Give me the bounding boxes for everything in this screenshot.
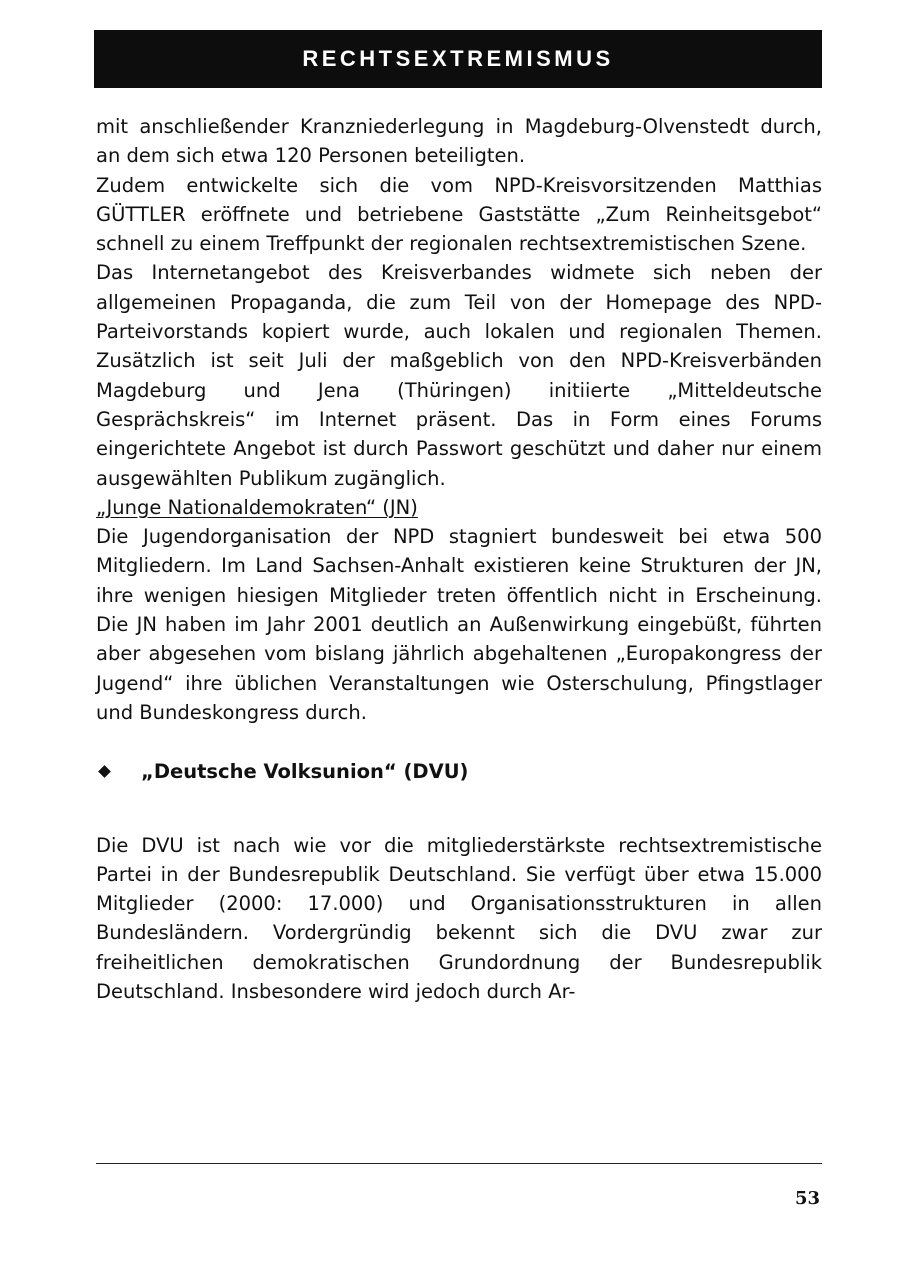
section-heading-dvu-row	[96, 757, 822, 786]
running-header	[94, 30, 822, 88]
paragraph-jn: Die Jugendorganisation der NPD stagniert bundesweit bei etwa 500 Mitgliedern. Im Land Sachsen-Anhalt existieren keine Strukturen der JN, ihre wenigen hiesigen Mitglieder treten öffentlich nicht in Erscheinung. Die JN haben im Jahr 2001 deutlich an Außenwirkung eingebüßt, führten aber abgesehen vom bislang jährlich abgehaltenen „Europakongress der Jugend“ ihre üblichen Veranstaltungen wie Osterschulung, Pfingstlager und Bundeskongress durch.	[96, 525, 822, 724]
section-heading-dvu: „Deutsche Volksunion“ (DVU)	[141, 760, 469, 784]
paragraph-gaststaette: Zudem entwickelte sich die vom NPD-Kreisvorsitzenden Matthias GÜTTLER eröffnete und betriebene Gaststätte „Zum Reinheitsgebot“ schnell zu einem Treffpunkt der regionalen rechtsextremistischen Szene.	[96, 173, 822, 256]
footer-divider	[96, 1163, 822, 1164]
page-body	[96, 112, 822, 1006]
diamond-bullet-icon	[98, 766, 111, 779]
paragraph-dvu: Die DVU ist nach wie vor die mitgliederstärkste rechtsextremistische Partei in der Bundesrepublik Deutschland. Sie verfügt über etwa 15.000 Mitglieder (2000: 17.000) und Organisationsstrukturen in allen Bundesländern. Vordergründig bekennt sich die DVU zwar zur freiheitlichen demokratischen Grundordnung der Bundesrepublik Deutschland. Insbesondere wird jedoch durch Ar-	[96, 833, 822, 1004]
running-header-title: RECHTSEXTREMISMUS	[302, 46, 614, 71]
paragraph-internetangebot: Das Internetangebot des Kreisverbandes widmete sich neben der allgemeinen Propaganda, die zum Teil von der Homepage des NPD-Parteivorstands kopiert wurde, auch lokalen und regionalen Themen. Zusätzlich ist seit Juli der maßgeblich von den NPD-Kreisverbänden Magdeburg und Jena (Thüringen) initiierte „Mitteldeutsche Gesprächskreis“ im Internet präsent. Das in Form eines Forums eingerichtete Angebot ist durch Passwort geschützt und daher nur einem ausgewählten Publikum zugänglich.	[96, 261, 822, 490]
section-heading-jn: „Junge Nationaldemokraten“ (JN)	[96, 495, 418, 519]
paragraph-kranzniederlegung: mit anschließender Kranzniederlegung in Magdeburg-Olvenstedt durch, an dem sich etwa 120 Personen beteiligten.	[96, 115, 822, 168]
page-number: 53	[794, 1188, 820, 1209]
